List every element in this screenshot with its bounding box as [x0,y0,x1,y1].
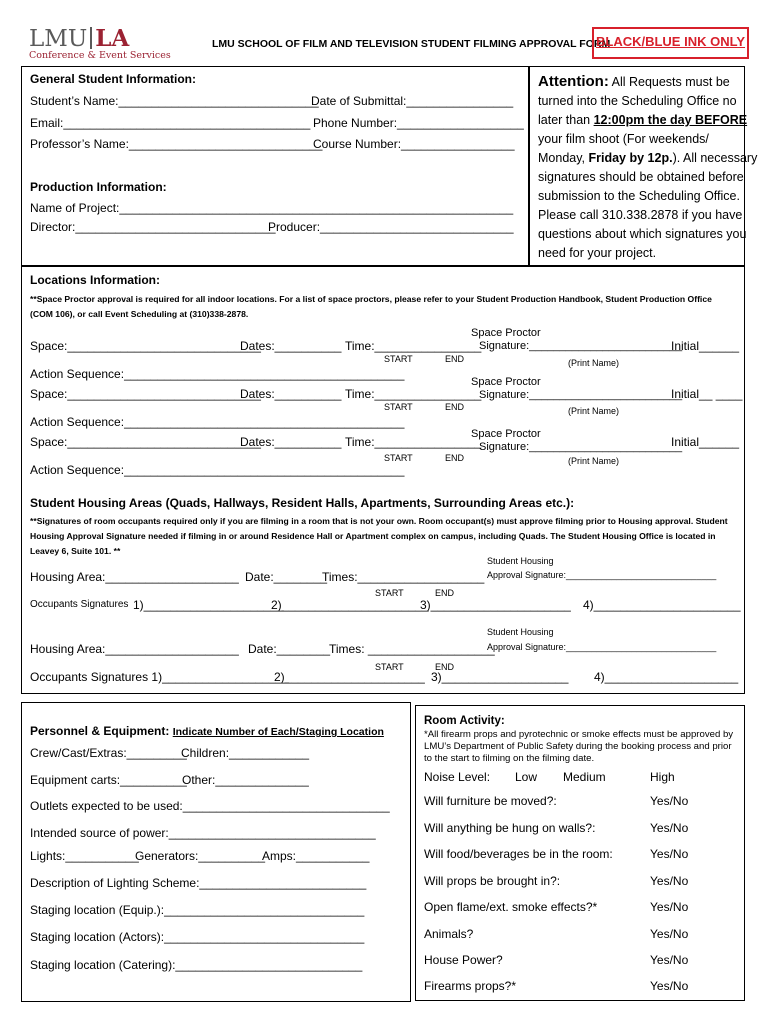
noise-level-label: Noise Level: [424,770,491,784]
initial-field-1[interactable]: Initial______ [671,339,740,353]
housing-approval-signature-2[interactable]: Approval Signature:______________________________ [487,642,717,652]
form-title: LMU SCHOOL OF FILM AND TELEVISION STUDENT FILMING APPROVAL FORM [212,38,611,50]
q-firearms: Firearms props?* [424,979,517,993]
noise-low-option[interactable]: Low [515,770,538,784]
staging-actors-field[interactable]: Staging location (Actors):______________________________ [30,930,365,944]
occupant-signature-1[interactable]: 1)_____________________ [133,598,284,612]
q-props: Will props be brought in?: [424,874,561,888]
housing-date-field-2[interactable]: Date:________ [248,642,331,656]
logo-lmu: LMU [29,26,88,52]
occupant-signature-4[interactable]: 4)______________________ [583,598,741,612]
start-label: START [384,453,413,463]
personnel-title: Personnel & Equipment: [30,724,170,738]
proctor-signature-2[interactable]: Signature:_________________________ [479,389,683,401]
q-flame-yesno[interactable]: Yes/No [650,900,689,914]
q-furniture: Will furniture be moved?: [424,794,557,808]
locations-housing-box [21,266,745,694]
end-label: END [445,402,465,412]
space-field-1[interactable]: Space:_____________________________ [30,339,261,353]
lmu-la-logo [29,25,129,52]
action-sequence-3[interactable]: Action Sequence:__________________________________________ [30,463,405,477]
print-name-label: (Print Name) [568,406,620,416]
attention-text: Attention: All Requests must be turned into the Scheduling Office no later than 12:00pm the day BEFORE your film shoot (For weekends/ Monday, Friday by 12p.). All necessary signatures should be obtained before submission to the Scheduling Office. Please call 310.338.2878 if you have questions about which signatures you need for your project. [538,73,758,260]
end-label: END [445,453,465,463]
generators-field[interactable]: Generators:__________ [135,849,266,863]
noise-high-option[interactable]: High [650,770,675,784]
action-sequence-2[interactable]: Action Sequence:__________________________________________ [30,415,405,429]
time-field-1[interactable]: Time:________________ [345,339,482,353]
date-submittal-field[interactable]: Date of Submittal:________________ [311,94,514,108]
housing-area-field-1[interactable]: Housing Area:____________________ [30,570,239,584]
dates-field-2[interactable]: Dates:__________ [240,387,342,401]
q-animals: Animals? [424,927,474,941]
occupant-signature-row-2[interactable]: Occupants Signatures 1)___________________ [30,670,289,684]
space-field-3[interactable]: Space:_____________________________ [30,435,261,449]
time-field-3[interactable]: Time:________________ [345,435,482,449]
proctor-signature-1[interactable]: Signature:_________________________ [479,340,683,352]
q-house-power-yesno[interactable]: Yes/No [650,953,689,967]
housing-note: **Signatures of room occupants required only if you are filming in a room that is not your own. Room occupant(s) must approve filming prior to Housing approval. Student Housing Approval Signature needed if filming in or around Residence Hall or Apartment complex on campus, including Quads. The Student Housing Office is located in Leavey 6, Suite 101. ** [30,516,728,556]
housing-area-field-2[interactable]: Housing Area:____________________ [30,642,239,656]
dates-field-1[interactable]: Dates:__________ [240,339,342,353]
q-furniture-yesno[interactable]: Yes/No [650,794,689,808]
q-food: Will food/beverages be in the room: [424,847,613,861]
space-field-2[interactable]: Space:_____________________________ [30,387,261,401]
housing-approval-signature-1[interactable]: Approval Signature:______________________________ [487,570,717,580]
initial-field-3[interactable]: Initial______ [671,435,740,449]
end-label: END [445,354,465,364]
start-label: START [384,402,413,412]
q-props-yesno[interactable]: Yes/No [650,874,689,888]
occupants-label: Occupants Signatures [30,599,129,610]
project-name-field[interactable]: Name of Project:___________________________________________________________ [30,201,514,215]
director-field[interactable]: Director:______________________________ [30,220,276,234]
outlets-field[interactable]: Outlets expected to be used:_______________________________ [30,799,390,813]
q-house-power: House Power? [424,953,503,967]
end-label: END [435,588,455,598]
space-proctor-label: Space Proctor [471,376,541,388]
proctor-signature-3[interactable]: Signature:_________________________ [479,441,683,453]
personnel-subtitle: Indicate Number of Each/Staging Location [172,726,384,738]
time-field-2[interactable]: Time:________________ [345,387,482,401]
occupant-signature-2[interactable]: 2)______________________ [271,598,429,612]
room-activity-note: *All firearm props and pyrotechnic or smoke effects must be approved by LMU’s Department of Public Safety during the booking process and prior to the start to filming on the filming date. [424,729,734,764]
housing-times-field-1[interactable]: Times:___________________ [322,570,485,584]
occupant-signature-3[interactable]: 3)_____________________ [420,598,571,612]
dates-field-3[interactable]: Dates:__________ [240,435,342,449]
other-field[interactable]: Other:______________ [182,773,309,787]
q-walls: Will anything be hung on walls?: [424,821,596,835]
course-number-field[interactable]: Course Number:_________________ [313,137,515,151]
print-name-label: (Print Name) [568,358,620,368]
occupant-signature-4b[interactable]: 4)____________________ [594,670,739,684]
start-label: START [375,588,404,598]
occupant-signature-2b[interactable]: 2)_____________________ [274,670,425,684]
student-name-field[interactable]: Student’s Name:______________________________ [30,94,319,108]
space-proctor-label: Space Proctor [471,327,541,339]
staging-equip-field[interactable]: Staging location (Equip.):______________________________ [30,903,365,917]
ink-notice: BLACK/BLUE INK ONLY [592,27,749,59]
noise-medium-option[interactable]: Medium [563,770,606,784]
q-food-yesno[interactable]: Yes/No [650,847,689,861]
logo-la: LA [95,25,130,52]
housing-times-field-2[interactable]: Times: ___________________ [329,642,495,656]
student-housing-label: Student Housing [487,627,554,637]
housing-title: Student Housing Areas (Quads, Hallways, Resident Halls, Apartments, Surrounding Areas etc.): [30,496,575,510]
logo-subtitle: Conference & Event Services [29,50,171,61]
general-title: General Student Information: [30,72,197,86]
q-firearms-yesno[interactable]: Yes/No [650,979,689,993]
staging-catering-field[interactable]: Staging location (Catering):____________________________ [30,958,363,972]
locations-title: Locations Information: [30,273,160,287]
student-housing-label: Student Housing [487,556,554,566]
professor-field[interactable]: Professor’s Name:_____________________________ [30,137,323,151]
locations-note: **Space Proctor approval is required for all indoor locations. For a list of space proctors, please refer to your Student Production Handbook, Student Production Office (COM 106), or call Event Scheduling at (310)338-2878. [30,294,712,319]
amps-field[interactable]: Amps:___________ [262,849,370,863]
email-field[interactable]: Email:_____________________________________ [30,116,311,130]
start-label: START [384,354,413,364]
production-title: Production Information: [30,180,167,194]
space-proctor-label: Space Proctor [471,428,541,440]
lighting-scheme-field[interactable]: Description of Lighting Scheme:_________________________ [30,876,367,890]
q-flame: Open flame/ext. smoke effects?* [424,900,598,914]
occupant-signature-3b[interactable]: 3)___________________ [431,670,569,684]
start-label: START [375,662,404,672]
attention-heading: Attention: [538,73,609,90]
power-source-field[interactable]: Intended source of power:_______________________________ [30,826,376,840]
room-activity-title: Room Activity: [424,715,505,727]
print-name-label: (Print Name) [568,456,620,466]
producer-field[interactable]: Producer:_____________________________ [268,220,514,234]
equipment-carts-field[interactable]: Equipment carts:__________ [30,773,187,787]
action-sequence-1[interactable]: Action Sequence:__________________________________________ [30,367,405,381]
q-animals-yesno[interactable]: Yes/No [650,927,689,941]
lights-field[interactable]: Lights:___________ [30,849,139,863]
q-walls-yesno[interactable]: Yes/No [650,821,689,835]
initial-field-2[interactable]: Initial__ ____ [671,387,743,401]
housing-date-field-1[interactable]: Date:________ [245,570,328,584]
end-label: END [435,662,455,672]
phone-field[interactable]: Phone Number:___________________ [313,116,524,130]
children-field[interactable]: Children:____________ [181,746,310,760]
personnel-heading [30,724,384,738]
crew-field[interactable]: Crew/Cast/Extras:_________ [30,746,187,760]
